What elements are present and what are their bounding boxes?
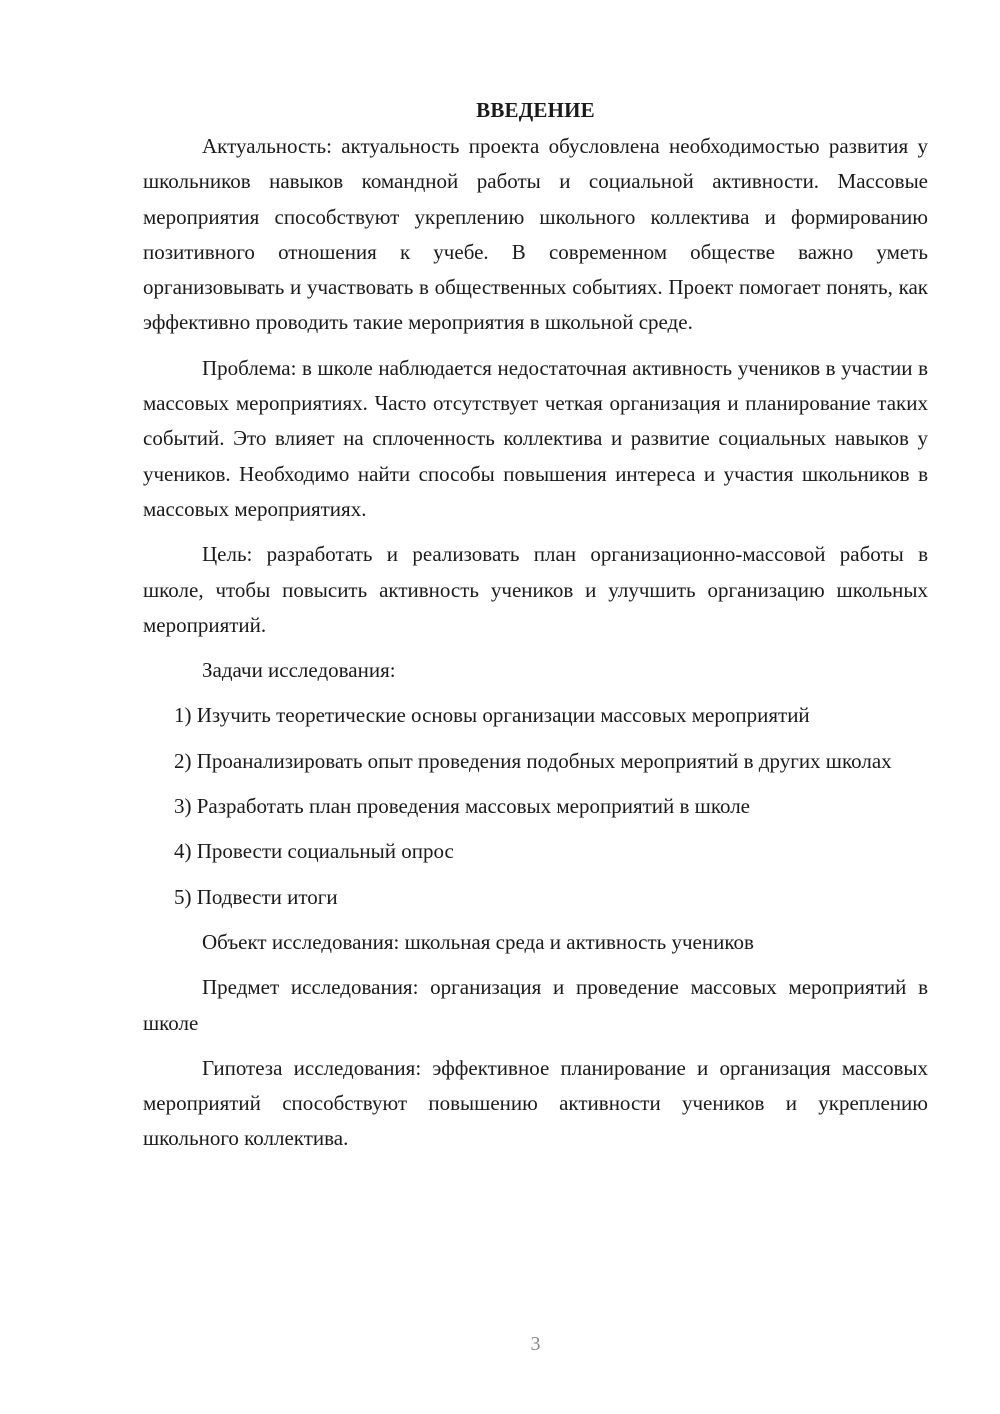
tasks-heading: Задачи исследования:	[202, 658, 396, 683]
task-item: 3) Разработать план проведения массовых мероприятий в школе	[174, 794, 751, 819]
task-item: 2) Проанализировать опыт проведения подобных мероприятий в других школах	[174, 748, 892, 773]
section-title: ВВЕДЕНИЕ	[476, 98, 595, 122]
object-paragraph: Объект исследования: школьная среда и активность учеников	[202, 929, 754, 954]
page-number: 3	[530, 1333, 541, 1355]
relevance-paragraph: Актуальность: актуальность проекта обусловлена необходимостью развития у школьников навыков командной работы и социальной активности. Массовые мероприятия способствуют укреплению школьного коллектива и формированию позитивного отношения к учебе. В современном обществе важно уметь организовывать и участвовать в общественных событиях. Проект помогает понять, как эффективно проводить такие мероприятия в школьной среде.	[143, 134, 928, 335]
goal-paragraph: Цель: разработать и реализовать план организационно-массовой работы в школе, чтобы повысить активность учеников и улучшить организацию школьных мероприятий.	[143, 542, 928, 637]
problem-paragraph: Проблема: в школе наблюдается недостаточная активность учеников в участии в массовых мероприятиях. Часто отсутствует четкая организация и планирование таких событий. Это влияет на сплоченность коллектива и развитие социальных навыков у учеников. Необходимо найти способы повышения интереса и участия школьников в массовых мероприятиях.	[143, 355, 928, 521]
hypothesis-paragraph: Гипотеза исследования: эффективное планирование и организация массовых мероприятий способствуют повышению активности учеников и укреплению школьного коллектива.	[143, 1055, 928, 1151]
task-item: 1) Изучить теоретические основы организации массовых мероприятий	[174, 703, 810, 728]
subject-paragraph: Предмет исследования: организация и проведение массовых мероприятий в школе	[143, 975, 928, 1035]
task-item: 4) Провести социальный опрос	[174, 839, 454, 864]
task-item: 5) Подвести итоги	[174, 884, 338, 909]
document-page	[143, 93, 928, 1167]
